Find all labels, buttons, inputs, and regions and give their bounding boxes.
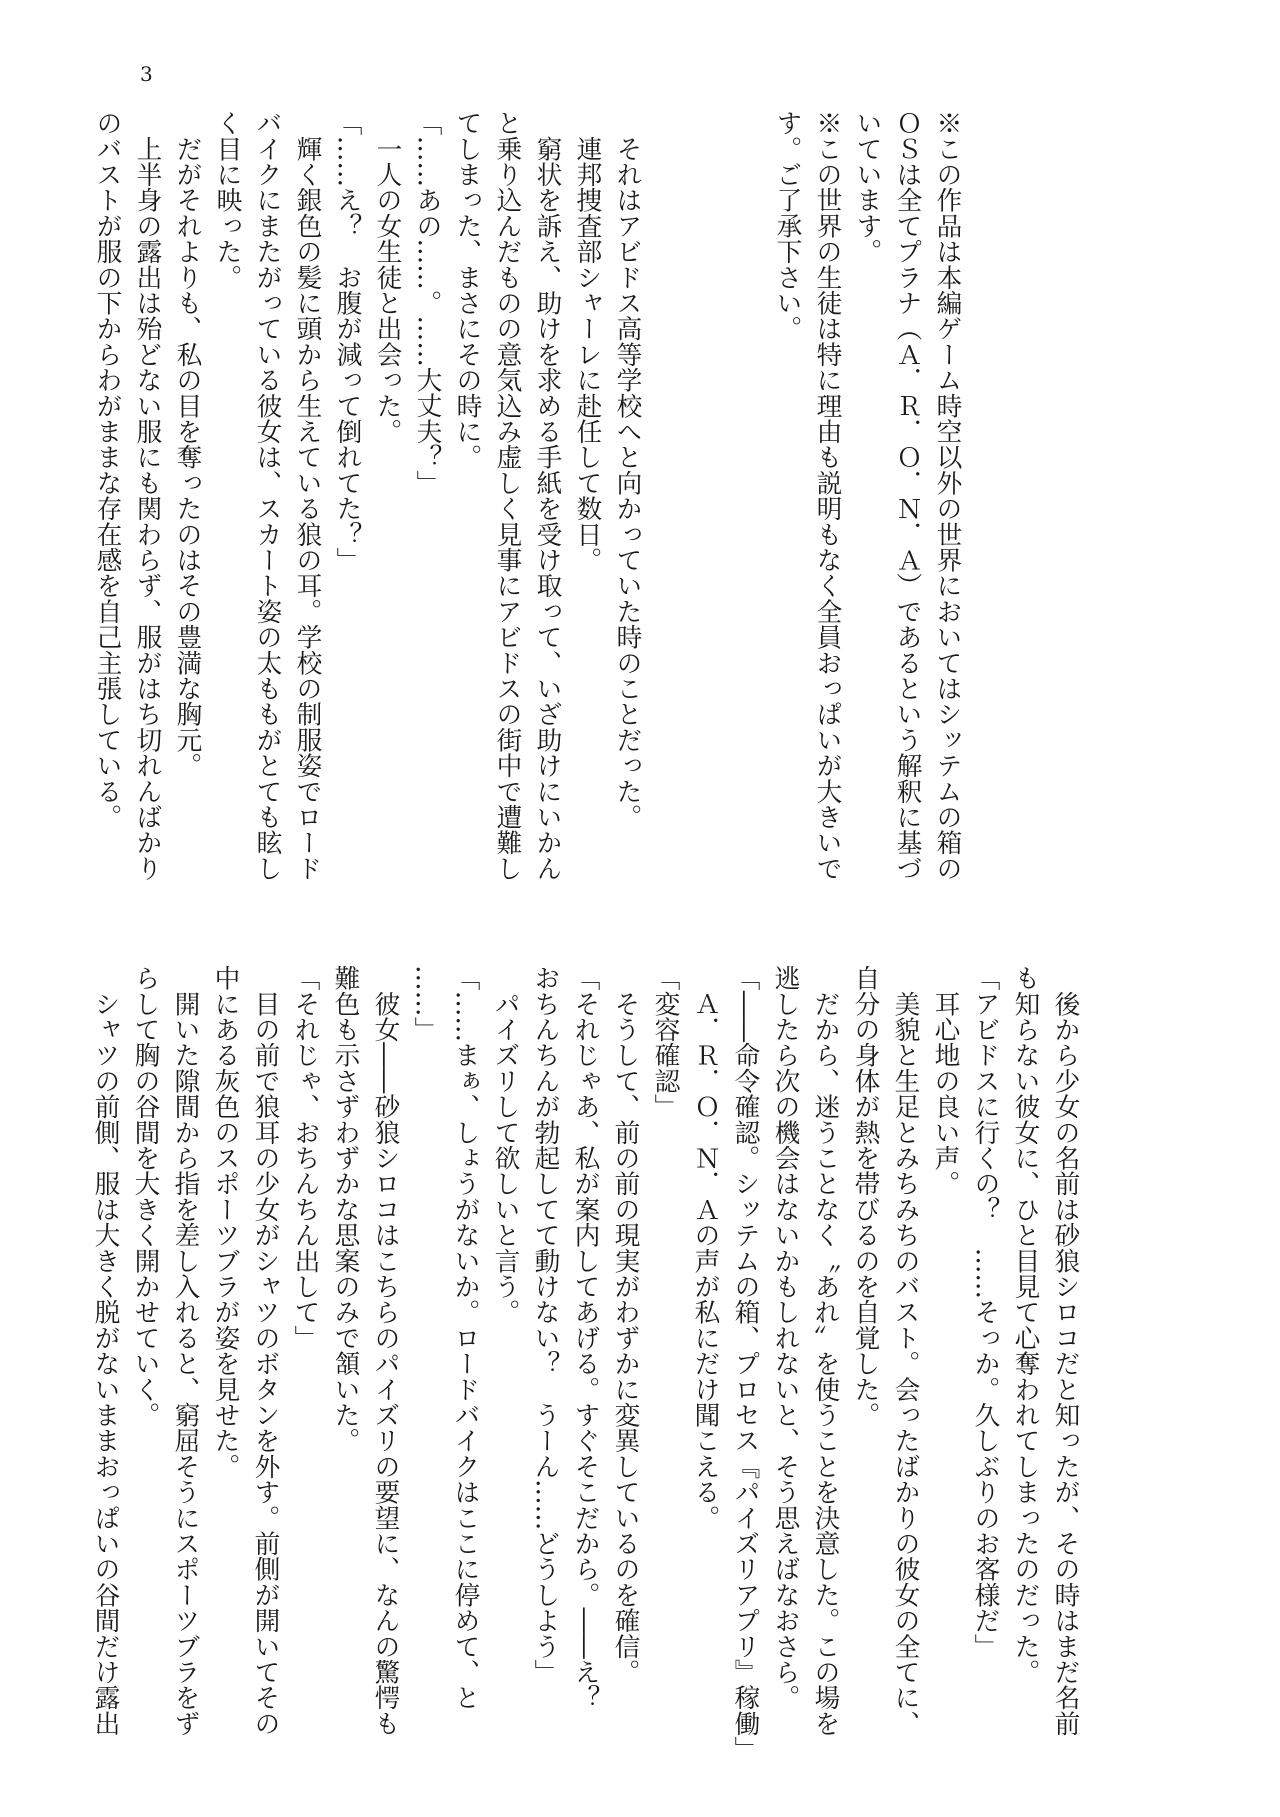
text-line: 自分の身体が熱を帯びるのを自覚した。 (850, 965, 880, 1428)
text-line: シャツの前側、服は大きく脱がないままおっぱいの谷間だけ露出 (90, 965, 120, 1736)
text-line: 輝く銀色の髪に頭から生えている狼の耳。学校の制服姿でロード (292, 110, 322, 881)
text-line: だから、迷うことなく〝あれ〟を使うことを決意した。この場を (810, 965, 840, 1736)
text-line: てしまった、まさにその時に。 (452, 110, 482, 470)
text-line: らして胸の谷間を大きく開かせていく。 (130, 965, 160, 1428)
text-line: も知らない彼女に、ひと目見て心奪われてしまったのだった。 (1010, 965, 1040, 1685)
author-notes (767, 110, 967, 881)
text-line: 「……あの……。……大丈夫？」 (412, 110, 442, 496)
text-line: 彼女――砂狼シロコはこちらのパイズリの要望に、なんの驚愕も (370, 965, 400, 1736)
text-line: 「アビドスに行くの？ ……そっか。久しぶりのお客様だ」 (970, 965, 1000, 1659)
text-line: 一人の女生徒と出会った。 (372, 110, 402, 445)
text-line: 「……え？ お腹が減って倒れてた？」 (332, 110, 362, 573)
text-line: いています。 (852, 110, 882, 265)
body-text-upper (87, 110, 647, 881)
text-line: 目の前で狼耳の少女がシャツのボタンを外す。前側が開いてその (250, 965, 280, 1736)
text-line: 逃したら次の機会はないかもしれないと、そう思えばなおさら。 (770, 965, 800, 1711)
text-line: 「変容確認」 (650, 965, 680, 1120)
text-line: 耳心地の良い声。 (930, 965, 960, 1197)
text-line: パイズリして欲しいと言う。 (490, 965, 520, 1325)
text-line: そうして、前の前の現実がわずかに変異しているのを確信。 (610, 965, 640, 1685)
text-line: く目に映った。 (212, 110, 242, 290)
text-line: だがそれよりも、私の目を奪ったのはその豊満な胸元。 (172, 110, 202, 779)
text-line: Ａ．Ｒ．Ｏ．Ｎ．Ａの声が私にだけ聞こえる。 (690, 965, 720, 1531)
text-line: 上半身の露出は殆どない服にも関わらず、服がはち切れんばかり (132, 110, 162, 881)
text-line: おちんちんが勃起してて動けない？ うーん……どうしよう」 (530, 965, 560, 1685)
text-line: ※この世界の生徒は特に理由も説明もなく全員おっぱいが大きいで (812, 110, 842, 881)
text-line: 窮状を訴え、助けを求める手紙を受け取って、いざ助けにいかん (532, 110, 562, 881)
text-line: 美貌と生足とみちみちのバスト。会ったばかりの彼女の全てに、 (890, 965, 920, 1736)
text-line: と乗り込んだものの意気込み虚しく見事にアビドスの街中で遭難し (492, 110, 522, 881)
text-line: 連邦捜査部シャーレに赴任して数日。 (572, 110, 602, 573)
text-line: 「それじゃ、おちんちん出して」 (290, 965, 320, 1351)
text-line: 開いた隙間から指を差し入れると、窮屈そうにスポーツブラをず (170, 965, 200, 1736)
text-line: ……」 (410, 965, 440, 1043)
text-line: 「……まぁ、しょうがないか。ロードバイクはここに停めて、と (450, 965, 480, 1711)
text-line: ※この作品は本編ゲーム時空以外の世界においてはシッテムの箱の (932, 110, 962, 881)
text-line: 「それじゃあ、私が案内してあげる。すぐそこだから。――え？ (570, 965, 600, 1711)
text-line: 難色も示さずわずかな思案のみで頷いた。 (330, 965, 360, 1454)
text-line: 後から少女の名前は砂狼シロコだと知ったが、その時はまだ名前 (1050, 965, 1080, 1736)
text-line: ＯＳは全てプラナ（Ａ．Ｒ．Ｏ．Ｎ．Ａ）であるという解釈に基づ (892, 110, 922, 881)
text-line: バイクにまたがっている彼女は、スカート姿の太ももがとても眩し (252, 110, 282, 881)
text-line: それはアビドス高等学校へと向かっていた時のことだった。 (612, 110, 642, 830)
text-line: のバストが服の下からわがままな存在感を自己主張している。 (92, 110, 122, 830)
body-text-lower (85, 965, 1085, 1762)
text-line: 「――命令確認。シッテムの箱、プロセス『パイズリアプリ』稼働」 (730, 965, 760, 1762)
text-line: 中にある灰色のスポーツブラが姿を見せた。 (210, 965, 240, 1479)
page-number: 3 (140, 62, 153, 86)
text-line: す。ご了承下さい。 (772, 110, 802, 342)
